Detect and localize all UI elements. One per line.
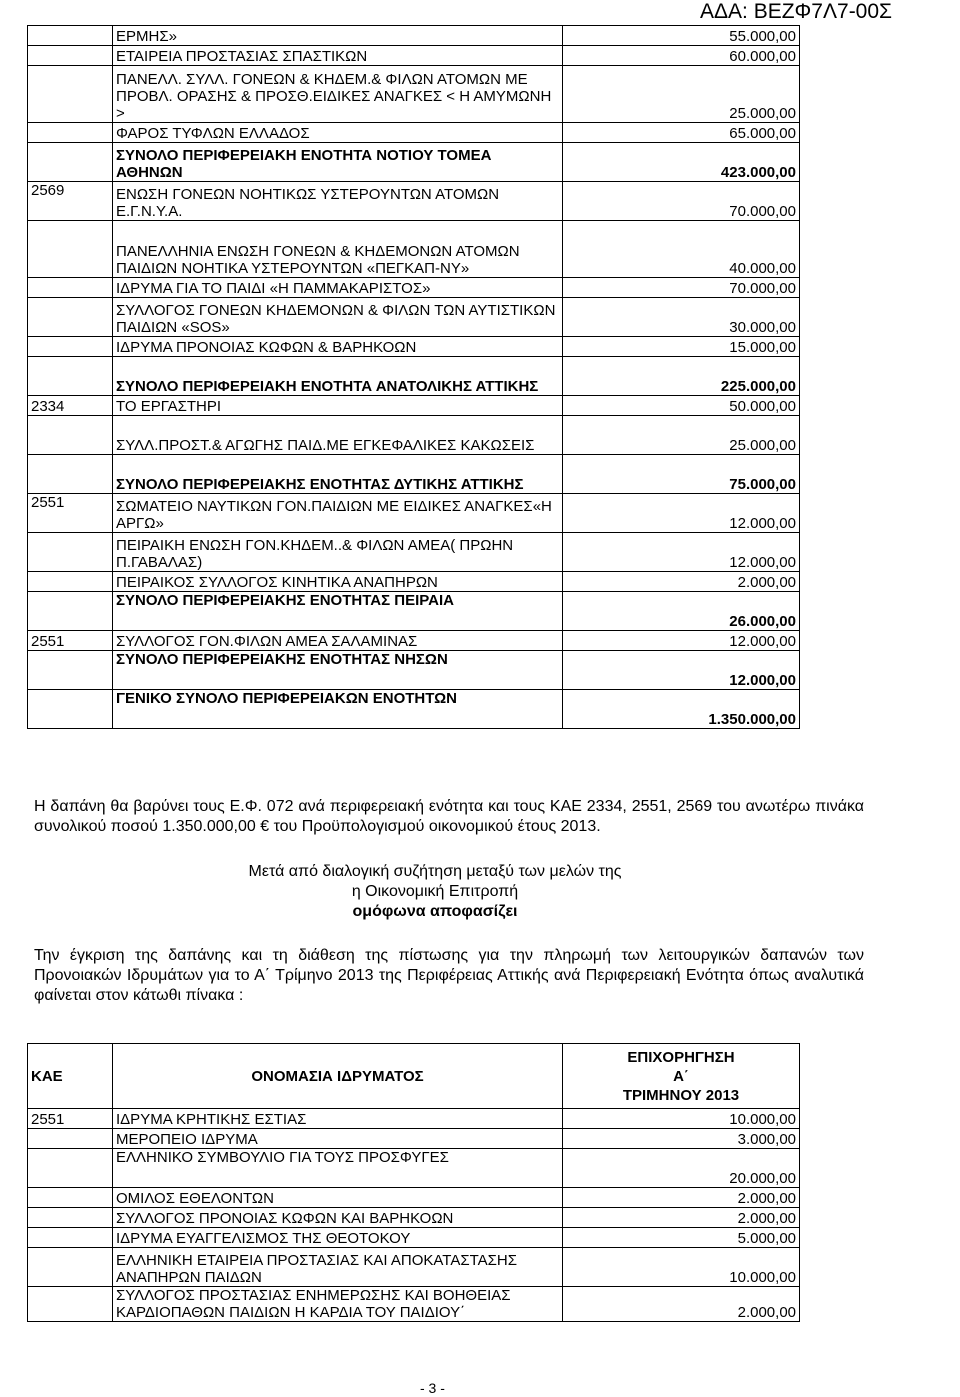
kae-cell (28, 278, 113, 298)
kae-cell (28, 416, 113, 455)
name-cell: ΕΛΛΗΝΙΚΗ ΕΤΑΙΡΕΙΑ ΠΡΟΣΤΑΣΙΑΣ ΚΑΙ ΑΠΟΚΑΤΑΣΤΑΣΗΣ ΑΝΑΠΗΡΩΝ ΠΑΙΔΩΝ (113, 1248, 563, 1287)
header-grant-line-3: ΤΡΙΜΗΝΟΥ 2013 (622, 1086, 740, 1104)
kae-cell (28, 1287, 113, 1322)
table-row (28, 1149, 800, 1188)
amount-cell: 10.000,00 (563, 1109, 800, 1129)
kae-cell (28, 298, 113, 337)
header-grant-line-2: Α΄ (673, 1067, 689, 1085)
amount-cell: 25.000,00 (563, 416, 800, 455)
kae-cell (28, 46, 113, 66)
amount-cell: 60.000,00 (563, 46, 800, 66)
table-row (28, 298, 800, 337)
amount-cell: 12.000,00 (563, 631, 800, 651)
page-number: - 3 - (420, 1380, 445, 1396)
amount-cell: 423.000,00 (563, 143, 800, 182)
quarterly-grants-table (27, 1043, 800, 1322)
amount-cell: 12.000,00 (563, 494, 800, 533)
table-row (28, 651, 800, 690)
table-row (28, 357, 800, 396)
amount-cell: 70.000,00 (563, 182, 800, 221)
amount-cell: 3.000,00 (563, 1129, 800, 1149)
name-cell: ΣΥΛΛΟΓΟΣ ΠΡΟΝΟΙΑΣ ΚΩΦΩΝ ΚΑΙ ΒΑΡΗΚΟΩΝ (113, 1208, 563, 1228)
table-row (28, 278, 800, 298)
name-cell: ΠΕΙΡΑΙΚΟΣ ΣΥΛΛΟΓΟΣ ΚΙΝΗΤΙΚΑ ΑΝΑΠΗΡΩΝ (113, 572, 563, 592)
amount-cell: 15.000,00 (563, 337, 800, 357)
header-name: ΟΝΟΜΑΣΙΑ ΙΔΡΥΜΑΤΟΣ (113, 1044, 563, 1109)
table-row (28, 533, 800, 572)
amount-cell: 2.000,00 (563, 572, 800, 592)
name-cell: ΣΥΝΟΛΟ ΠΕΡΙΦΕΡΕΙΑΚΗΣ ΕΝΟΤΗΤΑΣ ΝΗΣΩΝ (113, 651, 563, 690)
amount-cell: 26.000,00 (563, 592, 800, 631)
amount-cell: 12.000,00 (563, 651, 800, 690)
name-cell: ΠΑΝΕΛΛΗΝΙΑ ΕΝΩΣΗ ΓΟΝΕΩΝ & ΚΗΔΕΜΟΝΩΝ ΑΤΟΜΩΝ ΠΑΙΔΙΩΝ ΝΟΗΤΙΚΑ ΥΣΤΕΡΟΥΝΤΩΝ «ΠΕΓΚΑΠ-ΝΥ» (113, 221, 563, 278)
kae-cell (28, 143, 113, 182)
table-row (28, 1129, 800, 1149)
kae-cell (28, 572, 113, 592)
name-cell: ΕΤΑΙΡΕΙΑ ΠΡΟΣΤΑΣΙΑΣ ΣΠΑΣΤΙΚΩΝ (113, 46, 563, 66)
amount-cell: 25.000,00 (563, 66, 800, 123)
kae-cell (28, 690, 113, 729)
table-row (28, 592, 800, 631)
name-cell: ΠΕΙΡΑΙΚΗ ΕΝΩΣΗ ΓΟΝ.ΚΗΔΕΜ..& ΦΙΛΩΝ ΑΜΕΑ( ΠΡΩΗΝ Π.ΓΑΒΑΛΑΣ) (113, 533, 563, 572)
amount-cell: 30.000,00 (563, 298, 800, 337)
decision-line-1: Μετά από διαλογική συζήτηση μεταξύ των μελών της (248, 863, 622, 880)
table-row (28, 416, 800, 455)
amount-cell: 70.000,00 (563, 278, 800, 298)
kae-cell (28, 1129, 113, 1149)
kae-cell (28, 26, 113, 46)
kae-cell (28, 221, 113, 278)
name-cell: ΕΝΩΣΗ ΓΟΝΕΩΝ ΝΟΗΤΙΚΩΣ ΥΣΤΕΡΟΥΝΤΩΝ ΑΤΟΜΩΝ Ε.Γ.Ν.Υ.Α. (113, 182, 563, 221)
name-cell: ΙΔΡΥΜΑ ΚΡΗΤΙΚΗΣ ΕΣΤΙΑΣ (113, 1109, 563, 1129)
table-row (28, 182, 800, 221)
table-row (28, 143, 800, 182)
kae-cell (28, 1248, 113, 1287)
table-row (28, 26, 800, 46)
table-row (28, 690, 800, 729)
header-grant (563, 1044, 800, 1109)
table-row (28, 631, 800, 651)
name-cell: ΣΩΜΑΤΕΙΟ ΝΑΥΤΙΚΩΝ ΓΟΝ.ΠΑΙΔΙΩΝ ΜΕ ΕΙΔΙΚΕΣ ΑΝΑΓΚΕΣ«Η ΑΡΓΩ» (113, 494, 563, 533)
amount-cell: 1.350.000,00 (563, 690, 800, 729)
table-row (28, 46, 800, 66)
kae-cell (28, 1188, 113, 1208)
amount-cell: 55.000,00 (563, 26, 800, 46)
amount-cell: 225.000,00 (563, 357, 800, 396)
amount-cell: 50.000,00 (563, 396, 800, 416)
name-cell: ΙΔΡΥΜΑ ΠΡΟΝΟΙΑΣ ΚΩΦΩΝ & ΒΑΡΗΚΟΩΝ (113, 337, 563, 357)
kae-cell: 2551 (28, 494, 113, 533)
table-header-row (28, 1044, 800, 1109)
kae-cell (28, 337, 113, 357)
amount-cell: 2.000,00 (563, 1287, 800, 1322)
name-cell: ΦΑΡΟΣ ΤΥΦΛΩΝ ΕΛΛΑΔΟΣ (113, 123, 563, 143)
table-row (28, 396, 800, 416)
table-row (28, 455, 800, 494)
name-cell: ΣΥΝΟΛΟ ΠΕΡΙΦΕΡΕΙΑΚΗΣ ΕΝΟΤΗΤΑΣ ΔΥΤΙΚΗΣ ΑΤΤΙΚΗΣ (113, 455, 563, 494)
ada-code: ΑΔΑ: ΒΕΖΦ7Λ7-00Σ (700, 0, 893, 23)
amount-cell: 2.000,00 (563, 1208, 800, 1228)
amount-cell: 75.000,00 (563, 455, 800, 494)
name-cell: ΕΛΛΗΝΙΚΟ ΣΥΜΒΟΥΛΙΟ ΓΙΑ ΤΟΥΣ ΠΡΟΣΦΥΓΕΣ (113, 1149, 563, 1188)
kae-cell (28, 66, 113, 123)
table-row (28, 221, 800, 278)
table-row (28, 1208, 800, 1228)
kae-cell (28, 1228, 113, 1248)
table-row (28, 1287, 800, 1322)
name-cell: ΣΥΝΟΛΟ ΠΕΡΙΦΕΡΕΙΑΚΗ ΕΝΟΤΗΤΑ ΝΟΤΙΟΥ ΤΟΜΕΑ ΑΘΗΝΩΝ (113, 143, 563, 182)
amount-cell: 5.000,00 (563, 1228, 800, 1248)
kae-cell (28, 123, 113, 143)
name-cell: ΣΥΛΛ.ΠΡΟΣΤ.& ΑΓΩΓΗΣ ΠΑΙΔ.ΜΕ ΕΓΚΕΦΑΛΙΚΕΣ ΚΑΚΩΣΕΙΣ (113, 416, 563, 455)
amount-cell: 10.000,00 (563, 1248, 800, 1287)
table-row (28, 1248, 800, 1287)
header-grant-line-1: ΕΠΙΧΟΡΗΓΗΣΗ (627, 1048, 735, 1066)
kae-cell (28, 1149, 113, 1188)
expense-paragraph: Η δαπάνη θα βαρύνει τους Ε.Φ. 072 ανά περιφερειακή ενότητα και τους ΚΑΕ 2334, 2551, 2569 του ανωτέρω πινάκα συνολικού ποσού 1.350.000,00 € του Προϋπολογισμού οικονομικού έτους 2013. (34, 798, 864, 835)
name-cell: ΣΥΛΛΟΓΟΣ ΠΡΟΣΤΑΣΙΑΣ ΕΝΗΜΕΡΩΣΗΣ ΚΑΙ ΒΟΗΘΕΙΑΣ ΚΑΡΔΙΟΠΑΘΩΝ ΠΑΙΔΙΩΝ Η ΚΑΡΔΙΑ ΤΟΥ ΠΑΙΔΙΟΥ΄ (113, 1287, 563, 1322)
approval-paragraph: Την έγκριση της δαπάνης και τη διάθεση της πίστωσης για την πληρωμή των λειτουργικών δαπανών των Προνοιακών Ιδρυμάτων για το Α΄ Τρίμηνο 2013 της Περιφέρειας Αττικής ανά Περιφερειακή Ενότητα όπως αναλυτικά φαίνεται στον κάτωθι πίνακα : (34, 947, 864, 1004)
name-cell: ΣΥΝΟΛΟ ΠΕΡΙΦΕΡΕΙΑΚΗΣ ΕΝΟΤΗΤΑΣ ΠΕΙΡΑΙΑ (113, 592, 563, 631)
decision-line-2: η Οικονομική Επιτροπή (351, 883, 519, 900)
kae-cell: 2551 (28, 1109, 113, 1129)
table-row (28, 494, 800, 533)
kae-cell (28, 592, 113, 631)
kae-cell (28, 455, 113, 494)
amount-cell: 2.000,00 (563, 1188, 800, 1208)
name-cell: ΜΕΡΟΠΕΙΟ ΙΔΡΥΜΑ (113, 1129, 563, 1149)
name-cell: ΣΥΛΛΟΓΟΣ ΓΟΝ.ΦΙΛΩΝ ΑΜΕΑ ΣΑΛΑΜΙΝΑΣ (113, 631, 563, 651)
table-row (28, 123, 800, 143)
kae-cell (28, 1208, 113, 1228)
name-cell: ΙΔΡΥΜΑ ΓΙΑ ΤΟ ΠΑΙΔΙ «Η ΠΑΜΜΑΚΑΡΙΣΤΟΣ» (113, 278, 563, 298)
name-cell: ΓΕΝΙΚΟ ΣΥΝΟΛΟ ΠΕΡΙΦΕΡΕΙΑΚΩΝ ΕΝΟΤΗΤΩΝ (113, 690, 563, 729)
amount-cell: 20.000,00 (563, 1149, 800, 1188)
table-row (28, 66, 800, 123)
amount-cell: 12.000,00 (563, 533, 800, 572)
name-cell: ΣΥΛΛΟΓΟΣ ΓΟΝΕΩΝ ΚΗΔΕΜΟΝΩΝ & ΦΙΛΩΝ ΤΩΝ ΑΥΤΙΣΤΙΚΩΝ ΠΑΙΔΙΩΝ «SOS» (113, 298, 563, 337)
decision-line-3: ομόφωνα αποφασίζει (352, 903, 518, 920)
table-row (28, 1188, 800, 1208)
name-cell: ΤΟ ΕΡΓΑΣΤΗΡΙ (113, 396, 563, 416)
table-row (28, 337, 800, 357)
name-cell: ΙΔΡΥΜΑ ΕΥΑΓΓΕΛΙΣΜΟΣ ΤΗΣ ΘΕΟΤΟΚΟΥ (113, 1228, 563, 1248)
table-row (28, 1109, 800, 1129)
kae-cell (28, 533, 113, 572)
amount-cell: 65.000,00 (563, 123, 800, 143)
amount-cell: 40.000,00 (563, 221, 800, 278)
grants-table-totals (27, 25, 800, 729)
kae-cell: 2569 (28, 182, 113, 221)
name-cell: ΣΥΝΟΛΟ ΠΕΡΙΦΕΡΕΙΑΚΗ ΕΝΟΤΗΤΑ ΑΝΑΤΟΛΙΚΗΣ ΑΤΤΙΚΗΣ (113, 357, 563, 396)
name-cell: ΟΜΙΛΟΣ ΕΘΕΛΟΝΤΩΝ (113, 1188, 563, 1208)
table-row (28, 572, 800, 592)
header-kae: ΚΑΕ (28, 1044, 113, 1109)
kae-cell: 2334 (28, 396, 113, 416)
name-cell: ΕΡΜΗΣ» (113, 26, 563, 46)
kae-cell (28, 651, 113, 690)
table-row (28, 1228, 800, 1248)
kae-cell: 2551 (28, 631, 113, 651)
kae-cell (28, 357, 113, 396)
decision-block (0, 862, 870, 922)
name-cell: ΠΑΝΕΛΛ. ΣΥΛΛ. ΓΟΝΕΩΝ & ΚΗΔΕΜ.& ΦΙΛΩΝ ΑΤΟΜΩΝ ΜΕ ΠΡΟΒΛ. ΟΡΑΣΗΣ & ΠΡΟΣΘ.ΕΙΔΙΚΕΣ ΑΝΑΓΚΕΣ < Η ΑΜΥΜΩΝΗ > (113, 66, 563, 123)
